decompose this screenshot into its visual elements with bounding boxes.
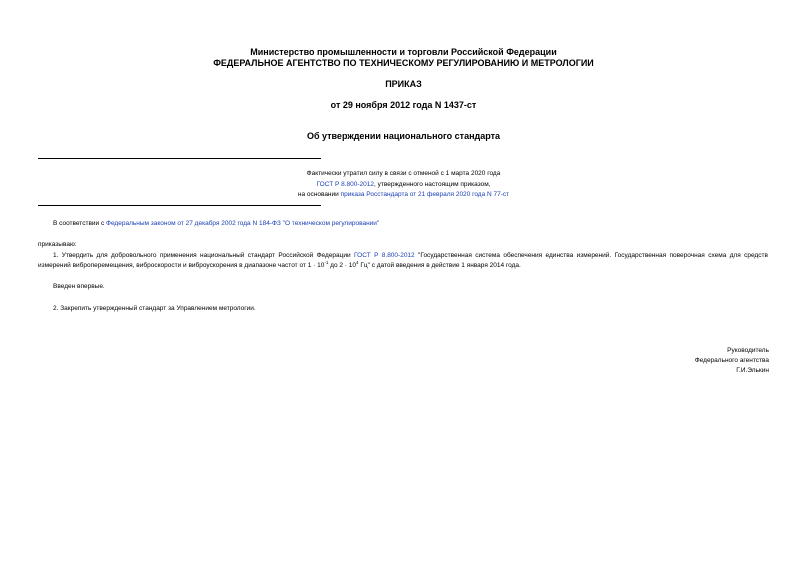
exponent-1: -1 [324, 259, 329, 265]
item-1-paragraph [38, 251, 768, 271]
divider-top [38, 158, 321, 159]
gost-standard-link[interactable]: ГОСТ Р 8.800-2012 [354, 252, 415, 259]
intro-prefix: В соответствии с [53, 220, 107, 227]
status-note-line2-text: , утвержденного настоящим приказом, [374, 181, 491, 188]
item-1-text-a: "Государственная система обеспечения единства измерений. Государственная поверочная схема для средств измерений виброперемещения, виброскорости и виброускорения в диапазоне частот от 1 · 10 [38, 252, 768, 269]
rosstandart-order-link[interactable]: приказа Росстандарта от 21 февраля 2020 года N 77-ст [340, 191, 510, 198]
status-note-line3-prefix: на основании [297, 191, 341, 198]
item-2-paragraph: 2. Закрепить утвержденный стандарт за Управлением метрологии. [53, 305, 256, 312]
orders-line: приказываю: [38, 241, 77, 248]
ministry-title: Министерство промышленности и торговли Российской Федерации [250, 47, 557, 57]
document-date-number: от 29 ноября 2012 года N 1437-ст [330, 100, 477, 110]
item-1-text-c: Гц" с датой введения в действие 1 января 2014 года. [358, 262, 521, 269]
signature-title-1: Руководитель [727, 347, 769, 354]
status-note-line1: Фактически утратил силу в связи с отменой с 1 марта 2020 года [306, 170, 501, 177]
signature-name: Г.И.Элькин [736, 367, 769, 374]
gost-link[interactable]: ГОСТ Р 8.800-2012 [316, 181, 374, 188]
divider-bottom [38, 205, 321, 206]
introduced-note: Введен впервые. [53, 283, 105, 290]
signature-title-2: Федерального агентства [694, 357, 769, 364]
exponent-2: 4 [356, 259, 359, 265]
intro-paragraph [53, 219, 768, 229]
item-1-text-b: до 2 · 10 [328, 262, 357, 269]
document-type: ПРИКАЗ [385, 79, 422, 89]
item-1-prefix: 1. Утвердить для добровольного применения национальный стандарт Российской Федерации [53, 252, 355, 259]
federal-law-link[interactable]: Федеральным законом от 27 декабря 2002 года N 184-ФЗ "О техническом регулировании" [106, 220, 380, 227]
agency-title: ФЕДЕРАЛЬНОЕ АГЕНТСТВО ПО ТЕХНИЧЕСКОМУ РЕГУЛИРОВАНИЮ И МЕТРОЛОГИИ [213, 58, 594, 68]
status-note-line2 [0, 180, 807, 190]
status-note-line3 [0, 190, 807, 200]
document-subject: Об утверждении национального стандарта [306, 131, 501, 141]
